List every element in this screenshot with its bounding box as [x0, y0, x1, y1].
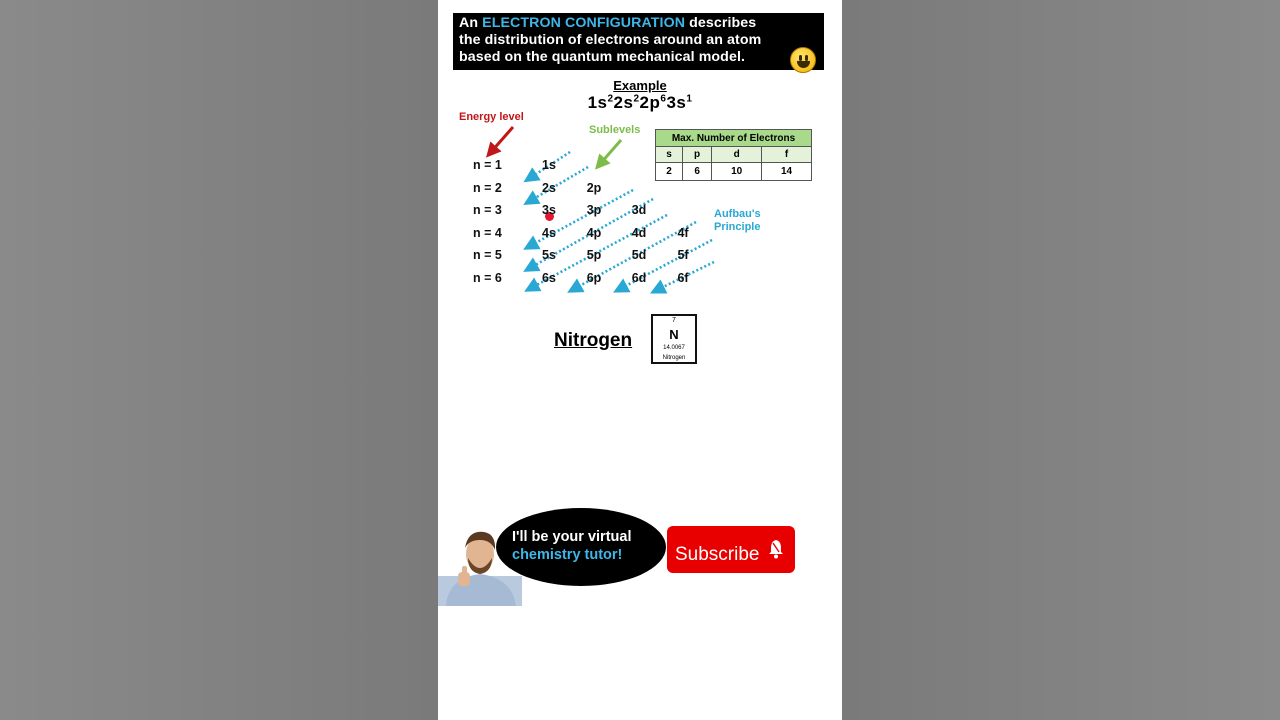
example-configuration: $1s^22s^22p^63s^1$ [587, 93, 693, 112]
table-value-p: 6 [682, 163, 711, 181]
subscribe-label: Subscribe [675, 544, 760, 565]
example-label: Example [613, 78, 667, 93]
orbital-4p: 4p [586, 226, 602, 240]
orbital-2s: 2s [542, 181, 556, 195]
subscribe-button[interactable] [667, 526, 795, 573]
orbital-4f: 4f [677, 226, 689, 240]
banner-prefix: An [459, 15, 483, 31]
row-label-n6: n = 6 [473, 271, 502, 285]
bubble-line1: I'll be your virtual [512, 529, 632, 545]
left-blurred-background [0, 0, 438, 720]
orbital-6d: 6d [631, 271, 647, 285]
banner-rest: describes [685, 15, 757, 31]
bubble-line2: chemistry tutor! [512, 547, 623, 563]
orbital-5s: 5s [542, 248, 556, 262]
atomic-number: 7 [672, 317, 676, 324]
table-title: Max. Number of Electrons [656, 130, 812, 147]
max-electrons-table [655, 129, 812, 181]
element-name: Nitrogen [554, 330, 633, 351]
row-label-n5: n = 5 [473, 248, 502, 262]
element-tile-name: Nitrogen [662, 355, 686, 361]
arrow-icon [491, 127, 513, 152]
banner-line2: the distribution of electrons around an atom [459, 32, 762, 48]
element-tile [651, 314, 697, 364]
orbital-4d: 4d [631, 226, 647, 240]
orbital-1s: 1s [542, 158, 556, 172]
atomic-mass: 14.0067 [663, 345, 685, 351]
orbital-2p: 2p [586, 181, 602, 195]
table-header-d: d [712, 147, 762, 163]
table-value-d: 10 [712, 163, 762, 181]
orbital-5f: 5f [677, 248, 689, 262]
arrow-icon [600, 140, 621, 164]
energy-level-label: Energy level [459, 111, 524, 123]
right-blurred-background [842, 0, 1280, 720]
orbital-6s: 6s [542, 271, 556, 285]
table-header-f: f [762, 147, 812, 163]
video-frame [438, 0, 842, 720]
sublevels-label: Sublevels [589, 124, 641, 136]
speech-bubble-text [512, 528, 662, 564]
row-label-n2: n = 2 [473, 181, 502, 195]
bell-icon [768, 539, 784, 559]
orbital-6p: 6p [586, 271, 602, 285]
row-label-n4: n = 4 [473, 226, 502, 240]
aufbau-label: Aufbau's Principle [714, 208, 761, 233]
row-label-n1: n = 1 [473, 158, 502, 172]
orbital-5p: 5p [586, 248, 602, 262]
orbital-4s: 4s [542, 226, 556, 240]
orbital-3s: 3s [542, 203, 556, 217]
table-value-s: 2 [656, 163, 683, 181]
table-value-f: 14 [762, 163, 812, 181]
banner-highlight: ELECTRON CONFIGURATION [482, 15, 686, 31]
orbital-3d: 3d [631, 203, 647, 217]
table-header-p: p [682, 147, 711, 163]
orbital-3p: 3p [586, 203, 602, 217]
orbital-6f: 6f [677, 271, 689, 285]
banner-line3: based on the quantum mechanical model. [459, 49, 746, 65]
orbital-5d: 5d [631, 248, 647, 262]
row-label-n3: n = 3 [473, 203, 502, 217]
element-symbol: N [669, 327, 679, 342]
table-header-s: s [656, 147, 683, 163]
